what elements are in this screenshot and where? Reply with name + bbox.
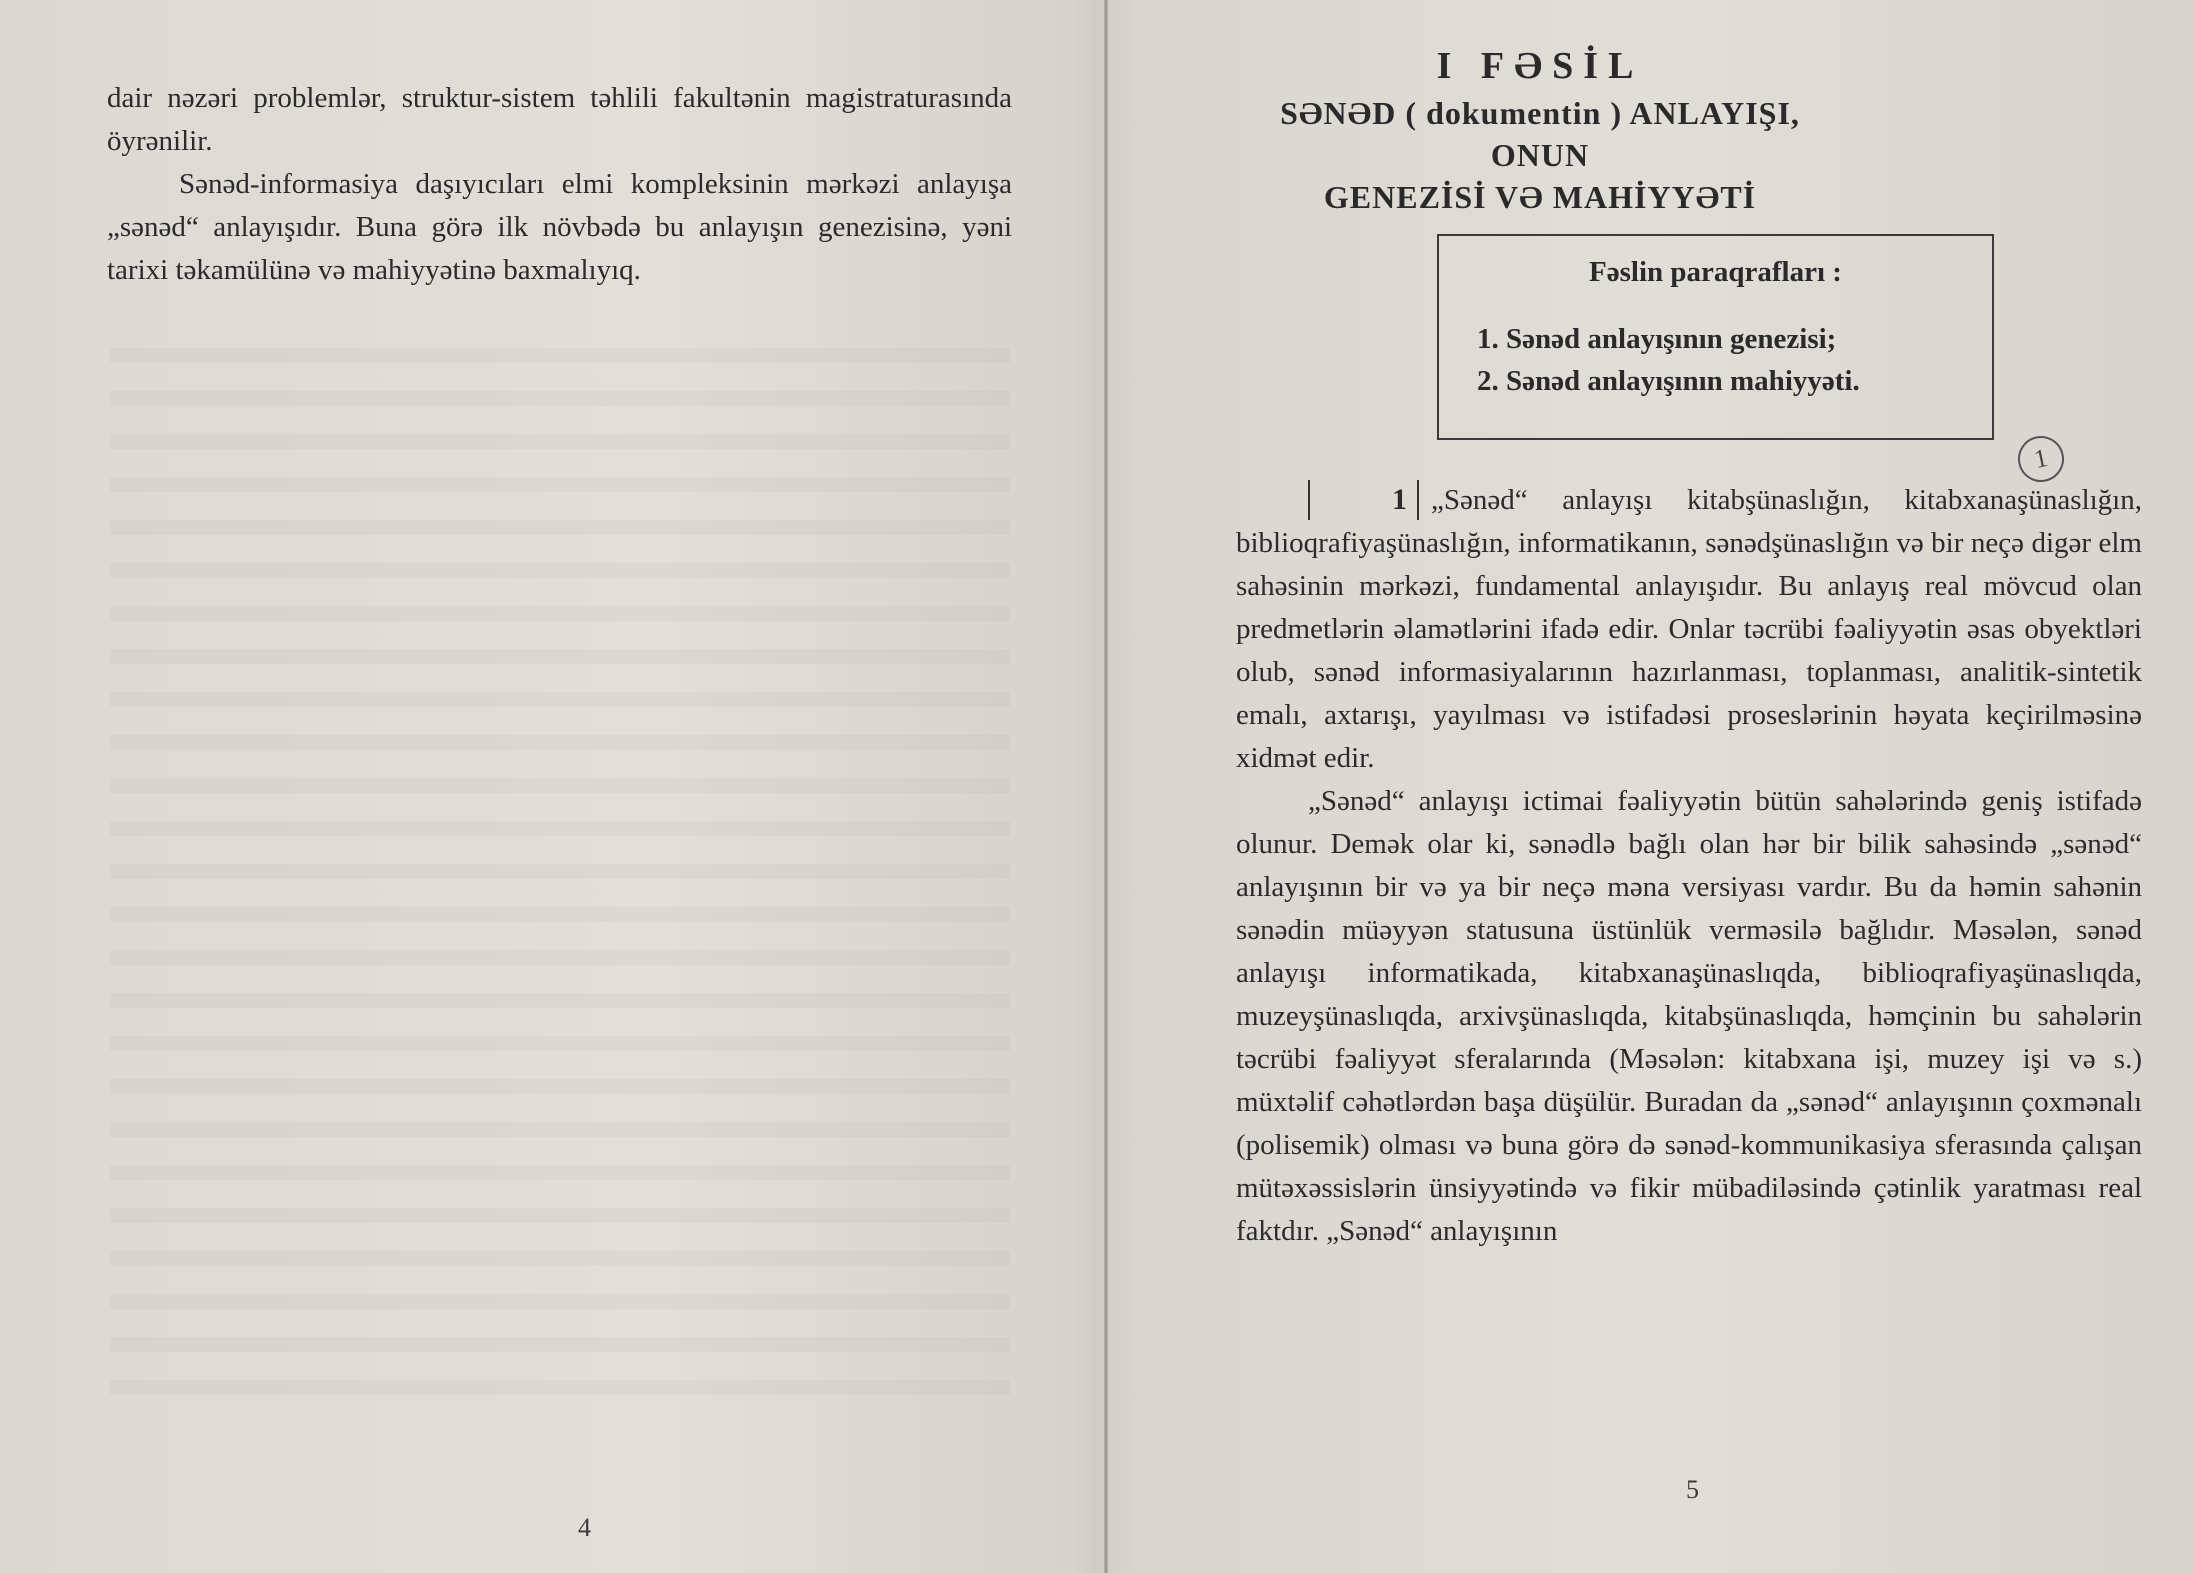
right-paragraph-2: „Sənəd“ anlayışı ictimai fəaliyyətin bütün sahələrində geniş istifadə olunur. Demək olar ki, sənədlə bağlı olan hər bir bilik sahəsində „sənəd“ anlayışının bir və ya bir neçə məna versiyası vardır. Bu da həmin sahənin sənədin müəyyən statusuna üstünlük verməsilə bağlıdır. Məsələn, sənəd anlayışı informatikada, kitabxanaşünaslıqda, biblioqrafiyaşünaslıqda, muzeyşünaslıqda, arxivşünaslıqda, kitabşünaslıqda, həmçinin bu sahələrin təcrübi fəaliyyət sferalarında (Məsələn: kitabxana işi, muzey işi və s.) müxtəlif cəhətlərdən başa düşülür. Buradan da „sənəd“ anlayışının çoxmənalı (polisemik) olması və buna görə də sənəd-kommunikasiya sferasında çalışan mütəxəssislərin ünsiyyətində və fikir mübadiləsində çətinlik yaratması real faktdır. „Sənəd“ anlayışının: [1236, 785, 2142, 1247]
chapter-title-line-1: SƏNƏD ( dokumentin ) ANLAYIŞI, ONUN: [1280, 95, 1800, 173]
chapter-number: I FƏSİL: [1436, 45, 1644, 87]
paragraphs-box-item-2: 2. Sənəd anlayışının mahiyyəti.: [1477, 365, 1860, 397]
paragraphs-box-title: Fəslin paraqrafları :: [1589, 256, 1842, 288]
left-page-body: [107, 77, 1012, 292]
chapter-paragraphs-box: [1437, 234, 1994, 440]
chapter-title-line-2: GENEZİSİ VƏ MAHİYYƏTİ: [1323, 179, 1757, 215]
section-number: 1: [1308, 480, 1419, 520]
chapter-heading: [1230, 40, 1850, 218]
bleed-through-texture: [110, 320, 1010, 1420]
left-paragraph-2: Sənəd-informasiya daşıyıcıları elmi kompleksinin mərkəzi anlayışa „sənəd“ anlayışıdır. Buna görə ilk növbədə bu anlayışın genezisinə, yəni tarixi təkamülünə və mahiyyətinə baxmalıyıq.: [107, 168, 1012, 286]
left-paragraph-1: dair nəzəri problemlər, struktur-sistem təhlili fakultənin magistraturasında öyrənilir.: [107, 82, 1012, 157]
handwritten-margin-mark: 1: [2014, 432, 2069, 487]
paragraphs-box-item-1: 1. Sənəd anlayışının genezisi;: [1477, 323, 1837, 355]
right-page-body: [1236, 479, 2142, 1253]
left-page-number: 4: [578, 1513, 591, 1542]
right-page-number: 5: [1686, 1475, 1699, 1504]
right-paragraph-1: [1236, 479, 2142, 780]
right-paragraph-1-text: „Sənəd“ anlayışı kitabşünaslığın, kitabxanaşünaslığın, biblioqrafiyaşünaslığın, informatikanın, sənədşünaslığın və bir neçə digər elm sahəsinin mərkəzi, fundamental anlayışıdır. Bu anlayış real mövcud olan predmetlərin əlamətlərini ifadə edir. Onlar təcrübi fəaliyyətin əsas obyektləri olub, sənəd informasiyalarının hazırlanması, toplanması, analitik-sintetik emalı, axtarışı, yayılması və istifadəsi proseslərinin həyata keçirilməsinə xidmət edir.: [1236, 484, 2142, 774]
